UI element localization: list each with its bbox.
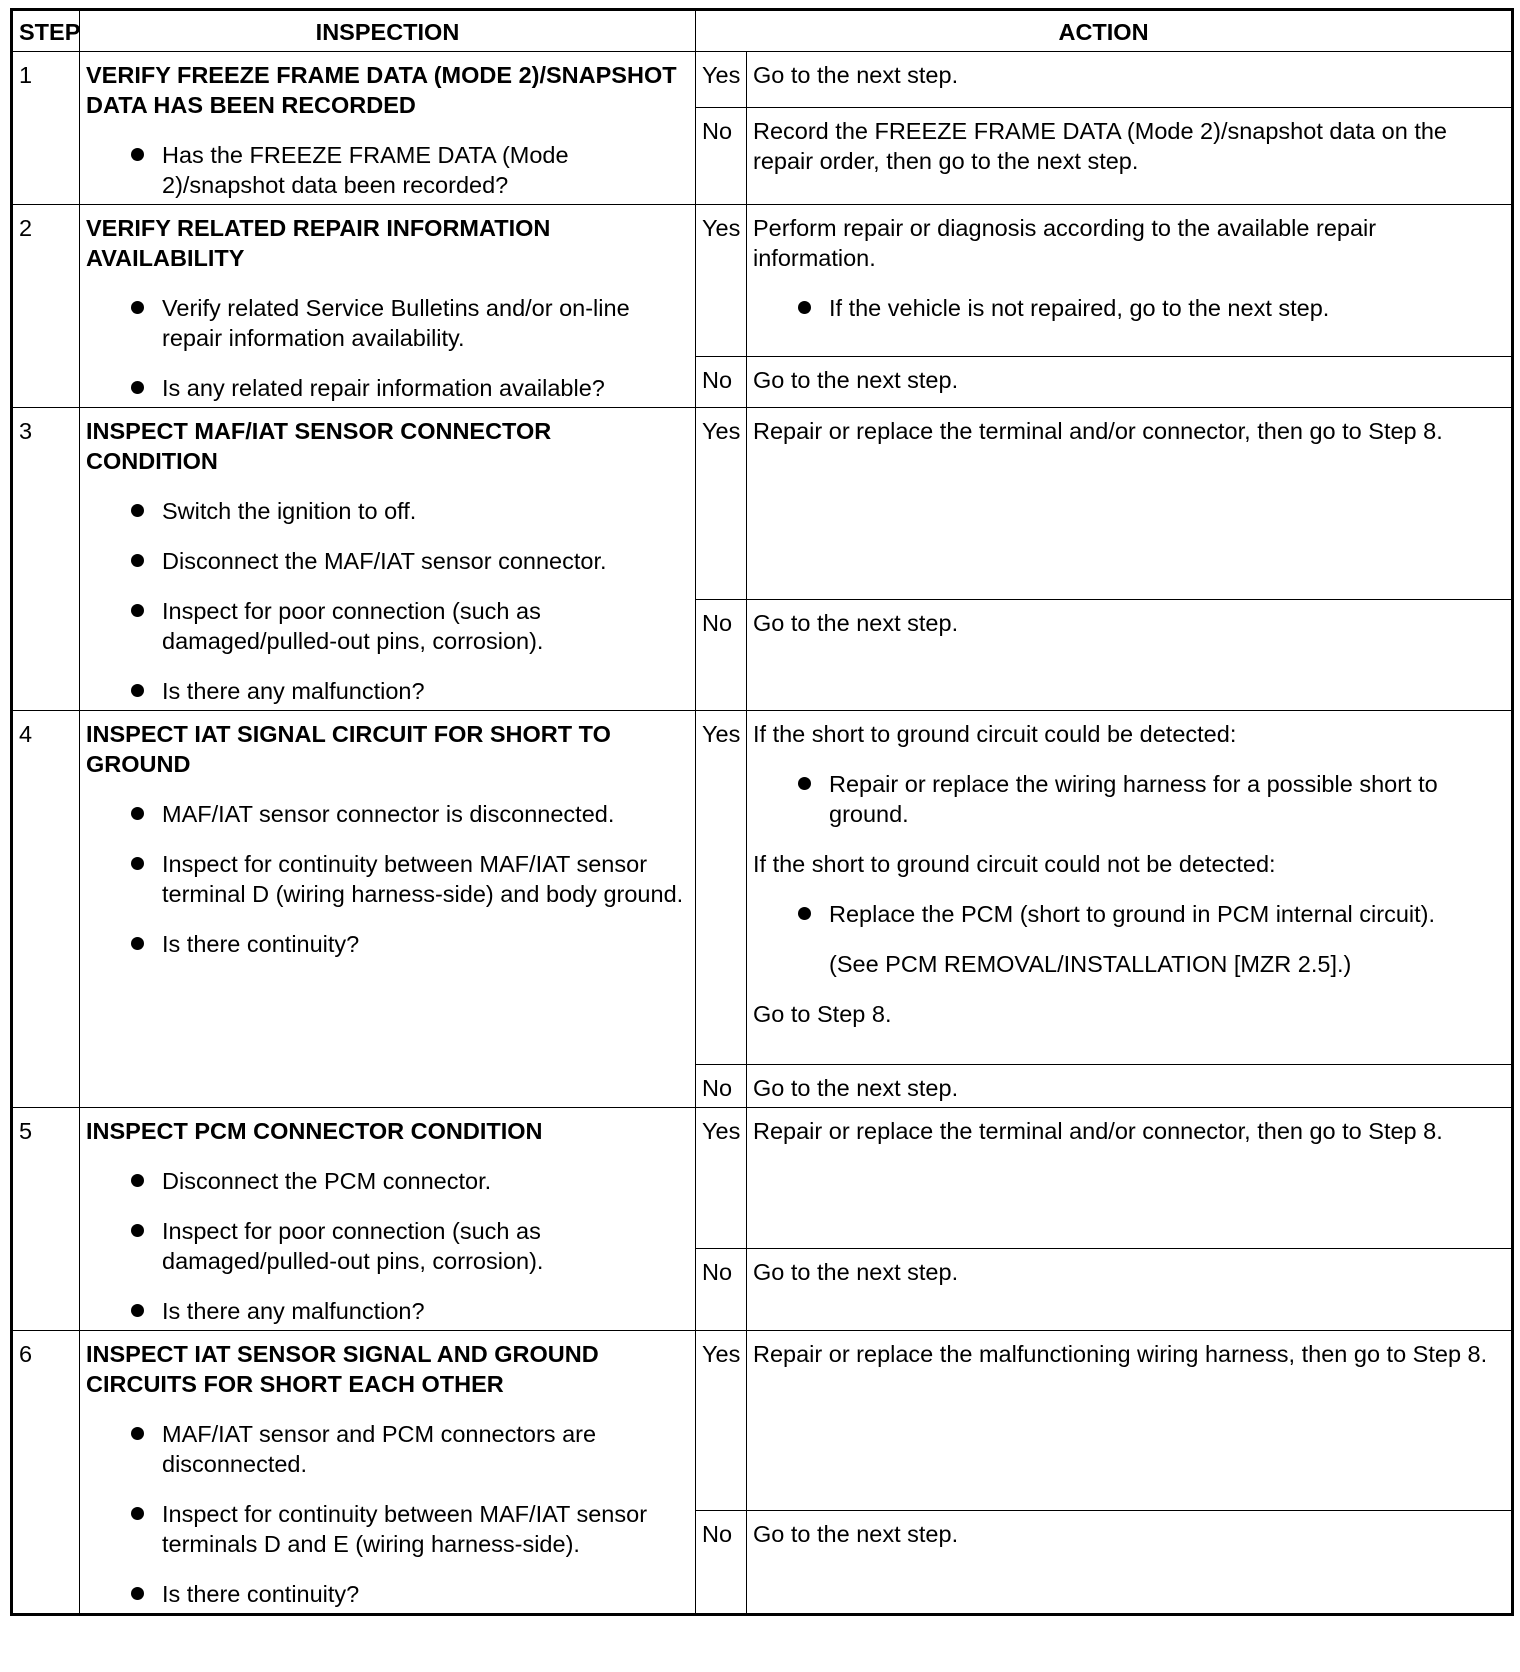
step-3-bullet-1: Switch the ignition to off. (86, 496, 689, 526)
step-5-bullet-3: Is there any malfunction? (86, 1296, 689, 1326)
step-3-inspection (80, 408, 696, 711)
step-6-bullet-2: Inspect for continuity between MAF/IAT sensor terminals D and E (wiring harness-side). (86, 1499, 689, 1559)
step-4-bullet-2: Inspect for continuity between MAF/IAT sensor terminal D (wiring harness-side) and body ground. (86, 849, 689, 909)
step-3-yes-label: Yes (696, 408, 747, 600)
diagnostic-procedure-table (10, 8, 1514, 1616)
step-2-yes-text: Perform repair or diagnosis according to the available repair information. (753, 215, 1377, 271)
step-4-yes-text-2: If the short to ground circuit could not be detected: (753, 851, 1276, 877)
step-6-bullet-3: Is there continuity? (86, 1579, 689, 1609)
step-1-bullet-1: Has the FREEZE FRAME DATA (Mode 2)/snapshot data been recorded? (86, 140, 689, 200)
step-6-no-label: No (696, 1510, 747, 1614)
step-2-no-action: Go to the next step. (747, 357, 1513, 408)
step-4-inspection (80, 711, 696, 1108)
step-2-no-label: No (696, 357, 747, 408)
step-4-bullet-1: MAF/IAT sensor connector is disconnected. (86, 799, 689, 829)
step-2-bullet-1: Verify related Service Bulletins and/or on-line repair information availability. (86, 293, 689, 353)
step-5-inspection (80, 1108, 696, 1331)
step-4-no-label: No (696, 1065, 747, 1108)
step-3-bullet-2: Disconnect the MAF/IAT sensor connector. (86, 546, 689, 576)
step-5-bullet-2: Inspect for poor connection (such as damaged/pulled-out pins, corrosion). (86, 1216, 689, 1276)
step-2-title: VERIFY RELATED REPAIR INFORMATION AVAILABILITY (86, 215, 551, 271)
step-1-no-action: Record the FREEZE FRAME DATA (Mode 2)/snapshot data on the repair order, then go to the next step. (747, 108, 1513, 205)
step-5-yes-label: Yes (696, 1108, 747, 1249)
step-6-yes-label: Yes (696, 1331, 747, 1511)
step-4-no-action: Go to the next step. (747, 1065, 1513, 1108)
header-inspection: INSPECTION (80, 10, 696, 52)
step-1-number: 1 (12, 52, 80, 205)
step-5-bullet-1: Disconnect the PCM connector. (86, 1166, 689, 1196)
step-6-no-action: Go to the next step. (747, 1510, 1513, 1614)
step-3-no-action: Go to the next step. (747, 599, 1513, 710)
table-header-row (12, 10, 1513, 52)
step-4-yes-label: Yes (696, 711, 747, 1065)
step-3-bullet-4: Is there any malfunction? (86, 676, 689, 706)
step-3-number: 3 (12, 408, 80, 711)
step-5-title: INSPECT PCM CONNECTOR CONDITION (86, 1118, 543, 1144)
step-4-yes-bullet-1: Repair or replace the wiring harness for a possible short to ground. (753, 769, 1505, 829)
step-2-inspection (80, 205, 696, 408)
step-2-yes-label: Yes (696, 205, 747, 357)
diagnostic-procedure-sheet (10, 8, 1514, 1616)
header-action: ACTION (696, 10, 1513, 52)
step-1-yes-row (12, 52, 1513, 108)
step-4-yes-reference: (See PCM REMOVAL/INSTALLATION [MZR 2.5].) (829, 951, 1352, 977)
step-6-yes-row (12, 1331, 1513, 1511)
header-step: STEP (12, 10, 80, 52)
step-2-bullet-2: Is any related repair information available? (86, 373, 689, 403)
step-4-yes-row (12, 711, 1513, 1065)
step-2-yes-action (747, 205, 1513, 357)
step-1-yes-action: Go to the next step. (747, 52, 1513, 108)
step-3-yes-action: Repair or replace the terminal and/or connector, then go to Step 8. (747, 408, 1513, 600)
step-4-number: 4 (12, 711, 80, 1108)
step-6-inspection (80, 1331, 696, 1615)
step-4-yes-bullet-2: Replace the PCM (short to ground in PCM internal circuit). (753, 899, 1505, 929)
step-6-title: INSPECT IAT SENSOR SIGNAL AND GROUND CIRCUITS FOR SHORT EACH OTHER (86, 1341, 599, 1397)
step-3-title: INSPECT MAF/IAT SENSOR CONNECTOR CONDITION (86, 418, 552, 474)
step-5-yes-action: Repair or replace the terminal and/or connector, then go to Step 8. (747, 1108, 1513, 1249)
step-4-yes-text-3: Go to Step 8. (753, 1001, 892, 1027)
step-6-number: 6 (12, 1331, 80, 1615)
step-4-bullet-3: Is there continuity? (86, 929, 689, 959)
step-2-yes-bullet: If the vehicle is not repaired, go to the next step. (753, 293, 1505, 323)
step-2-number: 2 (12, 205, 80, 408)
step-5-yes-row (12, 1108, 1513, 1249)
step-4-yes-text-1: If the short to ground circuit could be detected: (753, 721, 1237, 747)
step-6-bullet-1: MAF/IAT sensor and PCM connectors are disconnected. (86, 1419, 689, 1479)
step-5-no-label: No (696, 1249, 747, 1331)
step-1-no-label: No (696, 108, 747, 205)
step-4-title: INSPECT IAT SIGNAL CIRCUIT FOR SHORT TO GROUND (86, 721, 611, 777)
step-3-yes-row (12, 408, 1513, 600)
step-2-yes-row (12, 205, 1513, 357)
step-1-inspection (80, 52, 696, 205)
step-1-title: VERIFY FREEZE FRAME DATA (MODE 2)/SNAPSHOT DATA HAS BEEN RECORDED (86, 62, 677, 118)
step-4-yes-action (747, 711, 1513, 1065)
step-6-yes-action: Repair or replace the malfunctioning wiring harness, then go to Step 8. (747, 1331, 1513, 1511)
step-5-no-action: Go to the next step. (747, 1249, 1513, 1331)
step-1-yes-label: Yes (696, 52, 747, 108)
step-5-number: 5 (12, 1108, 80, 1331)
step-3-bullet-3: Inspect for poor connection (such as damaged/pulled-out pins, corrosion). (86, 596, 689, 656)
step-3-no-label: No (696, 599, 747, 710)
